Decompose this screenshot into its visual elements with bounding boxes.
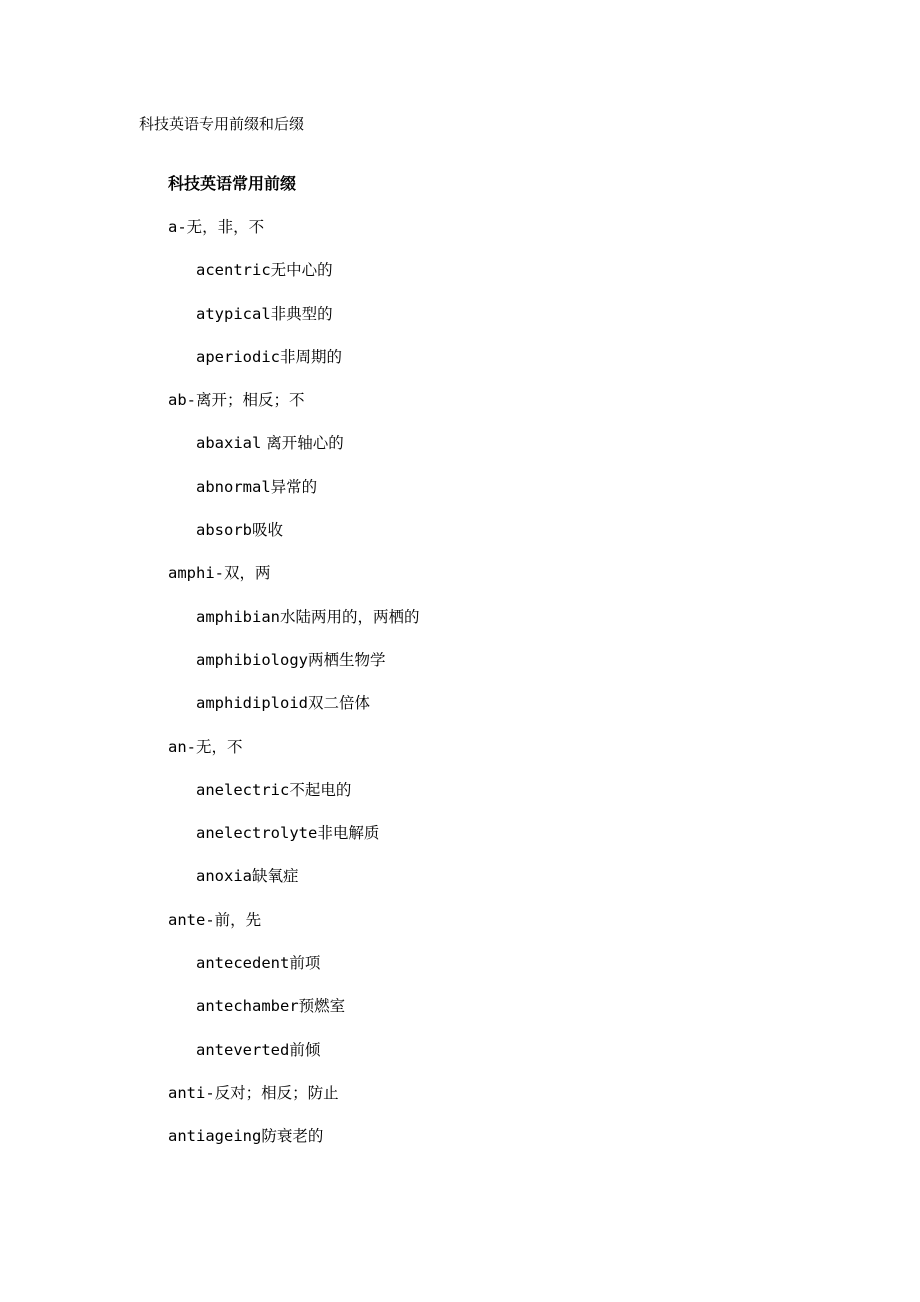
example-entry xyxy=(0,952,920,995)
prefix-entry xyxy=(0,389,920,432)
example-entry xyxy=(0,303,920,346)
prefix-term: an- xyxy=(168,737,196,756)
example-entry xyxy=(0,692,920,735)
example-meaning: 前倾 xyxy=(289,1040,321,1059)
section-heading: 科技英语常用前缀 xyxy=(168,174,297,193)
example-entry xyxy=(0,1039,920,1082)
example-meaning: 不起电的 xyxy=(289,780,352,799)
prefix-meaning: 前，先 xyxy=(214,910,262,929)
prefix-entry xyxy=(0,1082,920,1125)
example-meaning: 离开轴心的 xyxy=(261,434,344,453)
prefix-term: a- xyxy=(168,218,187,236)
prefix-entry xyxy=(0,1125,920,1168)
example-term: amphibiology xyxy=(196,650,308,669)
example-meaning: 异常的 xyxy=(270,477,318,496)
example-entry xyxy=(0,519,920,562)
prefix-term: anti- xyxy=(168,1083,215,1102)
prefix-entry xyxy=(0,736,920,779)
prefix-entry xyxy=(0,562,920,605)
example-term: atypical xyxy=(196,304,271,323)
example-term: abnormal xyxy=(196,477,271,496)
prefix-entry xyxy=(0,216,920,259)
example-term: antechamber xyxy=(196,997,299,1016)
example-term: absorb xyxy=(196,521,252,540)
example-entry xyxy=(0,649,920,692)
document-title: 科技英语专用前缀和后缀 xyxy=(139,115,305,133)
example-term: aperiodic xyxy=(196,347,280,366)
example-term: acentric xyxy=(196,261,271,280)
prefix-term: ante- xyxy=(168,910,215,929)
example-meaning: 非电解质 xyxy=(317,824,380,843)
example-entry xyxy=(0,779,920,822)
example-term: anelectric xyxy=(196,780,290,799)
example-meaning: 缺氧症 xyxy=(252,867,299,886)
example-entry xyxy=(0,822,920,865)
example-meaning: 两栖生物学 xyxy=(307,650,386,669)
example-entry xyxy=(0,606,920,649)
prefix-meaning: 双，两 xyxy=(224,564,271,583)
example-entry xyxy=(0,259,920,302)
prefix-term: antiageing xyxy=(168,1127,262,1146)
example-meaning: 水陆两用的，两栖的 xyxy=(280,607,420,626)
example-entry xyxy=(0,432,920,475)
example-term: anelectrolyte xyxy=(196,824,318,843)
prefix-meaning: 防衰老的 xyxy=(261,1127,324,1146)
example-meaning: 预燃室 xyxy=(298,997,346,1016)
example-term: anteverted xyxy=(196,1040,290,1059)
example-term: abaxial xyxy=(196,434,262,453)
prefix-meaning: 无，不 xyxy=(196,737,243,756)
example-meaning: 无中心的 xyxy=(270,261,333,280)
example-entry xyxy=(0,476,920,519)
prefix-meaning: 无，非，不 xyxy=(186,218,265,236)
example-meaning: 非周期的 xyxy=(280,347,343,366)
example-entry xyxy=(0,995,920,1038)
example-meaning: 吸收 xyxy=(252,521,284,540)
example-meaning: 前项 xyxy=(289,954,321,973)
entry-list xyxy=(0,216,920,1169)
prefix-term: amphi- xyxy=(168,564,224,583)
prefix-entry xyxy=(0,909,920,952)
prefix-meaning: 反对；相反；防止 xyxy=(214,1083,339,1102)
example-entry xyxy=(0,346,920,389)
example-term: anoxia xyxy=(196,867,252,886)
example-meaning: 非典型的 xyxy=(270,304,333,323)
prefix-meaning: 离开；相反；不 xyxy=(196,391,305,410)
prefix-term: ab- xyxy=(168,391,196,410)
example-term: amphidiploid xyxy=(196,694,308,713)
example-entry xyxy=(0,865,920,908)
example-term: amphibian xyxy=(196,607,280,626)
example-meaning: 双二倍体 xyxy=(307,694,370,713)
example-term: antecedent xyxy=(196,954,290,973)
